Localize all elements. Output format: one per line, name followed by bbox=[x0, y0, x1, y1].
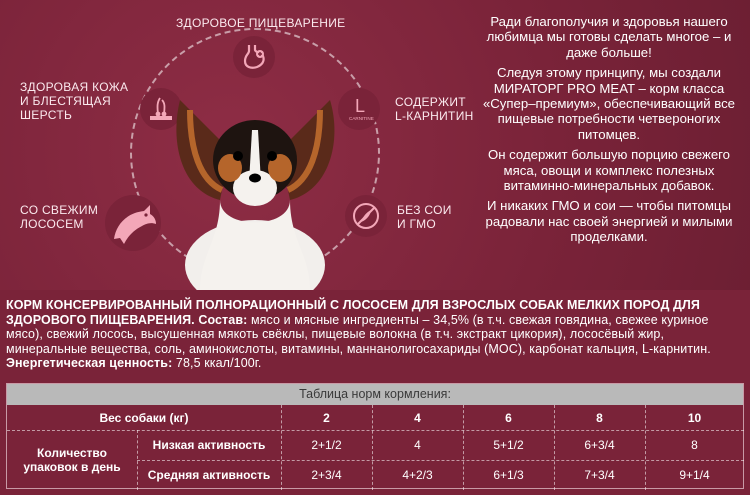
weight-col-4: 8 bbox=[596, 410, 603, 425]
feature-nosoy-line2: И ГМО bbox=[397, 217, 437, 231]
row-label-medium: Средняя активность bbox=[147, 468, 271, 482]
weight-col-3: 6 bbox=[505, 410, 512, 425]
intro-paragraph-1: Ради благополучия и здоровья нашего любимца мы готовы сделать многое – и даже больше! bbox=[486, 14, 732, 60]
feature-skin-label bbox=[20, 80, 128, 122]
feature-salmon-label bbox=[20, 203, 98, 231]
composition-text: мясо и мясные ингредиенты – 34,5% (в т.ч. свежая говядина, свежее куриное мясо), свежий лосось, высушенная мякоть свёклы, пищевые волокна (в т.ч. экстракт цикория), лососёвый жир, минеральные вещества, соль, аминокислоты, витамины, маннанолигосахариды (МОС), карбонат кальция, L-карнитин. bbox=[6, 312, 711, 356]
feature-carnitine-label bbox=[395, 95, 474, 123]
product-title: КОРМ КОНСЕРВИРОВАННЫЙ ПОЛНОРАЦИОННЫЙ С ЛОСОСЕМ ДЛЯ ВЗРОСЛЫХ СОБАК МЕЛКИХ ПОРОД ДЛЯ ЗДОРОВОГО ПИЩЕВАРЕНИЯ. bbox=[6, 298, 700, 327]
table-cell: 5+1/2 bbox=[493, 438, 524, 452]
feeding-table bbox=[6, 383, 744, 489]
feature-digestion-label: ЗДОРОВОЕ ПИЩЕВАРЕНИЕ bbox=[176, 16, 346, 30]
feature-nosoy-label bbox=[397, 203, 452, 231]
energy-label: Энергетическая ценность: bbox=[6, 356, 176, 371]
table-cell: 6+1/3 bbox=[493, 468, 524, 482]
intro-paragraph-3: Он содержит большую порцию свежего мяса, овощи и комплекс полезных витаминно-минеральных добавок. bbox=[487, 147, 731, 194]
carnitine-icon-letter: L bbox=[355, 96, 366, 116]
table-cell: 4 bbox=[414, 438, 421, 452]
composition-label: Состав: bbox=[198, 312, 251, 327]
table-cell: 2+1/2 bbox=[311, 438, 342, 452]
intro-copy bbox=[480, 14, 738, 250]
table-cell: 6+3/4 bbox=[584, 438, 615, 452]
table-cell: 9+1/4 bbox=[679, 468, 710, 482]
table-cell: 7+3/4 bbox=[584, 468, 615, 482]
carnitine-icon-word: CARNITINE bbox=[349, 116, 374, 121]
weight-col-2: 4 bbox=[414, 410, 421, 425]
dog-photo bbox=[160, 80, 350, 290]
feature-salmon-line1: СО СВЕЖИМ bbox=[20, 203, 99, 217]
product-description bbox=[6, 298, 746, 371]
weight-col-1: 2 bbox=[323, 410, 330, 425]
group-label-line1: Количество bbox=[37, 446, 107, 460]
feature-carnitine-line2: L-КАРНИТИН bbox=[395, 109, 474, 123]
group-label bbox=[7, 430, 137, 490]
feature-skin-line1: ЗДОРОВАЯ КОЖА bbox=[20, 80, 129, 94]
table-cell: 2+3/4 bbox=[311, 468, 342, 482]
group-label-line2: упаковок в день bbox=[23, 460, 121, 474]
feature-skin-line2: И БЛЕСТЯЩАЯ bbox=[20, 94, 111, 108]
table-cell: 8 bbox=[691, 438, 698, 452]
row-label-low: Низкая активность bbox=[152, 438, 266, 452]
intro-paragraph-4: И никаких ГМО и сои — чтобы питомцы радовали нас своей энергией и милыми проделками. bbox=[485, 198, 733, 245]
stomach-icon bbox=[233, 36, 275, 78]
fish-icon bbox=[105, 195, 161, 251]
feature-nosoy-line1: БЕЗ СОИ bbox=[397, 203, 452, 217]
feature-skin-line3: ШЕРСТЬ bbox=[20, 108, 73, 122]
no-soy-icon bbox=[345, 195, 387, 237]
feature-carnitine-line1: СОДЕРЖИТ bbox=[395, 95, 466, 109]
weight-col-5: 10 bbox=[687, 410, 702, 425]
energy-value: 78,5 ккал/100г. bbox=[175, 356, 262, 371]
feeding-table-title: Таблица норм кормления: bbox=[7, 384, 743, 405]
table-cell: 4+2/3 bbox=[402, 468, 433, 482]
feature-salmon-line2: ЛОСОСЕМ bbox=[20, 217, 84, 231]
intro-paragraph-2: Следуя этому принципу, мы создали МИРАТОРГ PRO MEAT – корм класса «Супер–премиум», обеспечивающий все пищевые потребности четвероногих питомцев. bbox=[482, 65, 736, 142]
weight-header: Вес собаки (кг) bbox=[99, 410, 189, 425]
